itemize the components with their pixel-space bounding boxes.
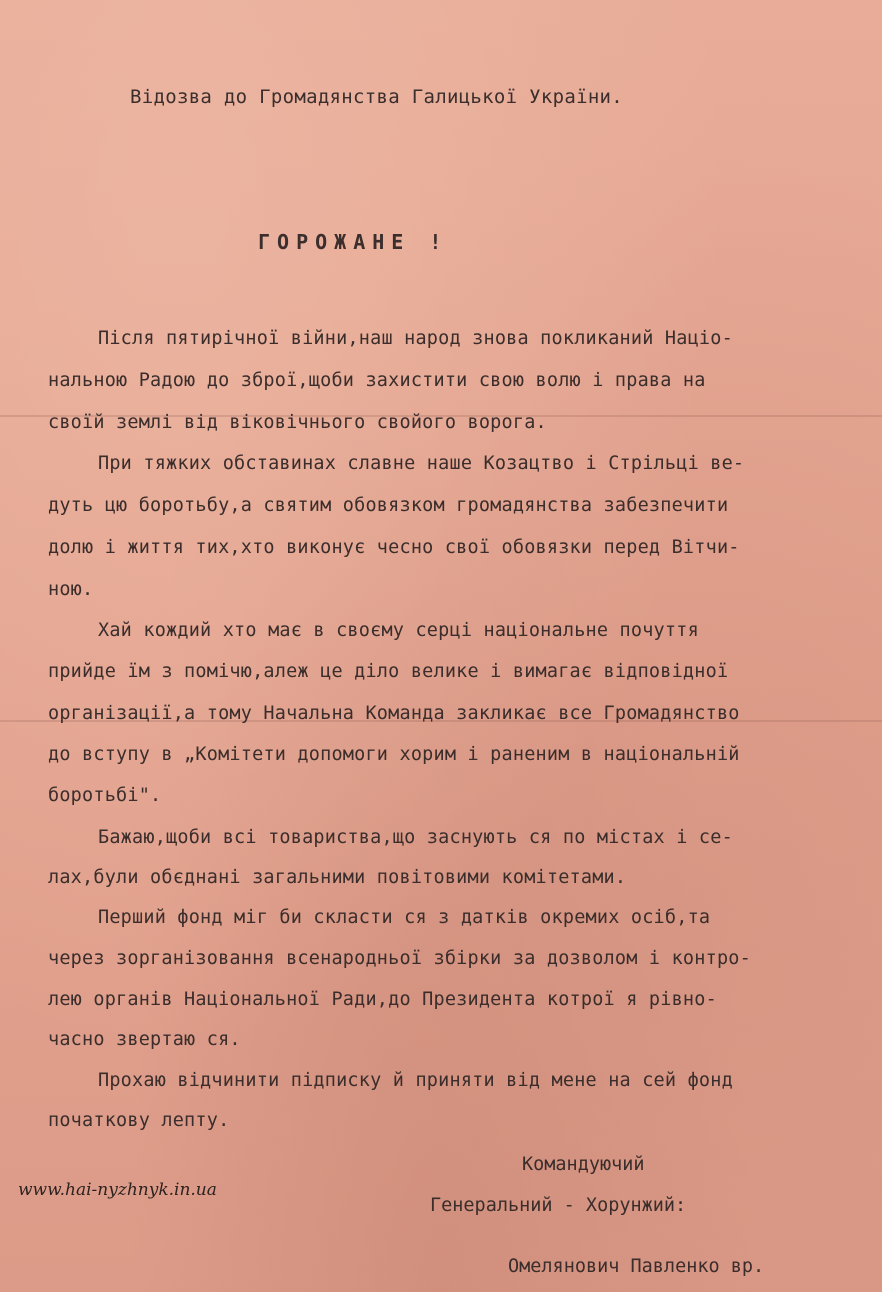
text-line: ною. xyxy=(48,579,94,600)
text-line: боротьбі". xyxy=(48,785,162,806)
text-line: своїй землі від віковічнього свойого ворога. xyxy=(48,412,547,433)
text-line: дуть цю боротьбу,а святим обовязком громадянства забезпечити xyxy=(48,495,729,516)
text-line: через зорганізовання всенародньої збірки за дозволом і контро- xyxy=(48,948,751,969)
text-line: долю і життя тих,хто виконує чесно свої обовязки перед Вітчи- xyxy=(48,537,740,558)
text-line: Перший фонд міг би скласти ся з датків окремих осіб,та xyxy=(98,907,711,928)
document-heading: ГОРОЖАНЕ ! xyxy=(258,230,449,254)
text-line: лею органів Національної Ради,до Президента котрої я рівно- xyxy=(48,989,717,1010)
signature-title: Командуючий xyxy=(522,1154,645,1175)
document-title: Відозва до Громадянства Галицької України. xyxy=(130,86,624,108)
text-line: часно звертаю ся. xyxy=(48,1029,241,1050)
text-line: При тяжких обставинах славне наше Козацтво і Стрільці ве- xyxy=(98,453,745,474)
text-line: Прохаю відчинити підписку й приняти від мене на сей фонд xyxy=(98,1070,733,1091)
text-line: Бажаю,щоби всі товариства,що заснують ся по містах і се- xyxy=(98,827,733,848)
watermark-url: www.hai-nyzhnyk.in.ua xyxy=(18,1180,217,1200)
signature-name: Омелянович Павленко вр. xyxy=(508,1256,765,1277)
text-line: нальною Радою до зброї,щоби захистити свою волю і права на xyxy=(48,370,706,391)
text-line: прийде їм з помічю,алеж це діло велике і вимагає відповідної xyxy=(48,661,729,682)
text-line: Після пятирічної війни,наш народ знова покликаний Націо- xyxy=(98,328,733,349)
text-line: початкову лепту. xyxy=(48,1110,230,1131)
text-line: Хай кождий хто має в своєму серці національне почуття xyxy=(98,620,699,641)
text-line: лах,були обєднані загальними повітовими комітетами. xyxy=(48,867,627,888)
signature-rank: Генеральний - Хорунжий: xyxy=(430,1195,687,1216)
text-line: до вступу в „Комітети допомоги хорим і раненим в національній xyxy=(48,744,740,765)
text-line: організації,а тому Начальна Команда закликає все Громадянство xyxy=(48,703,740,724)
